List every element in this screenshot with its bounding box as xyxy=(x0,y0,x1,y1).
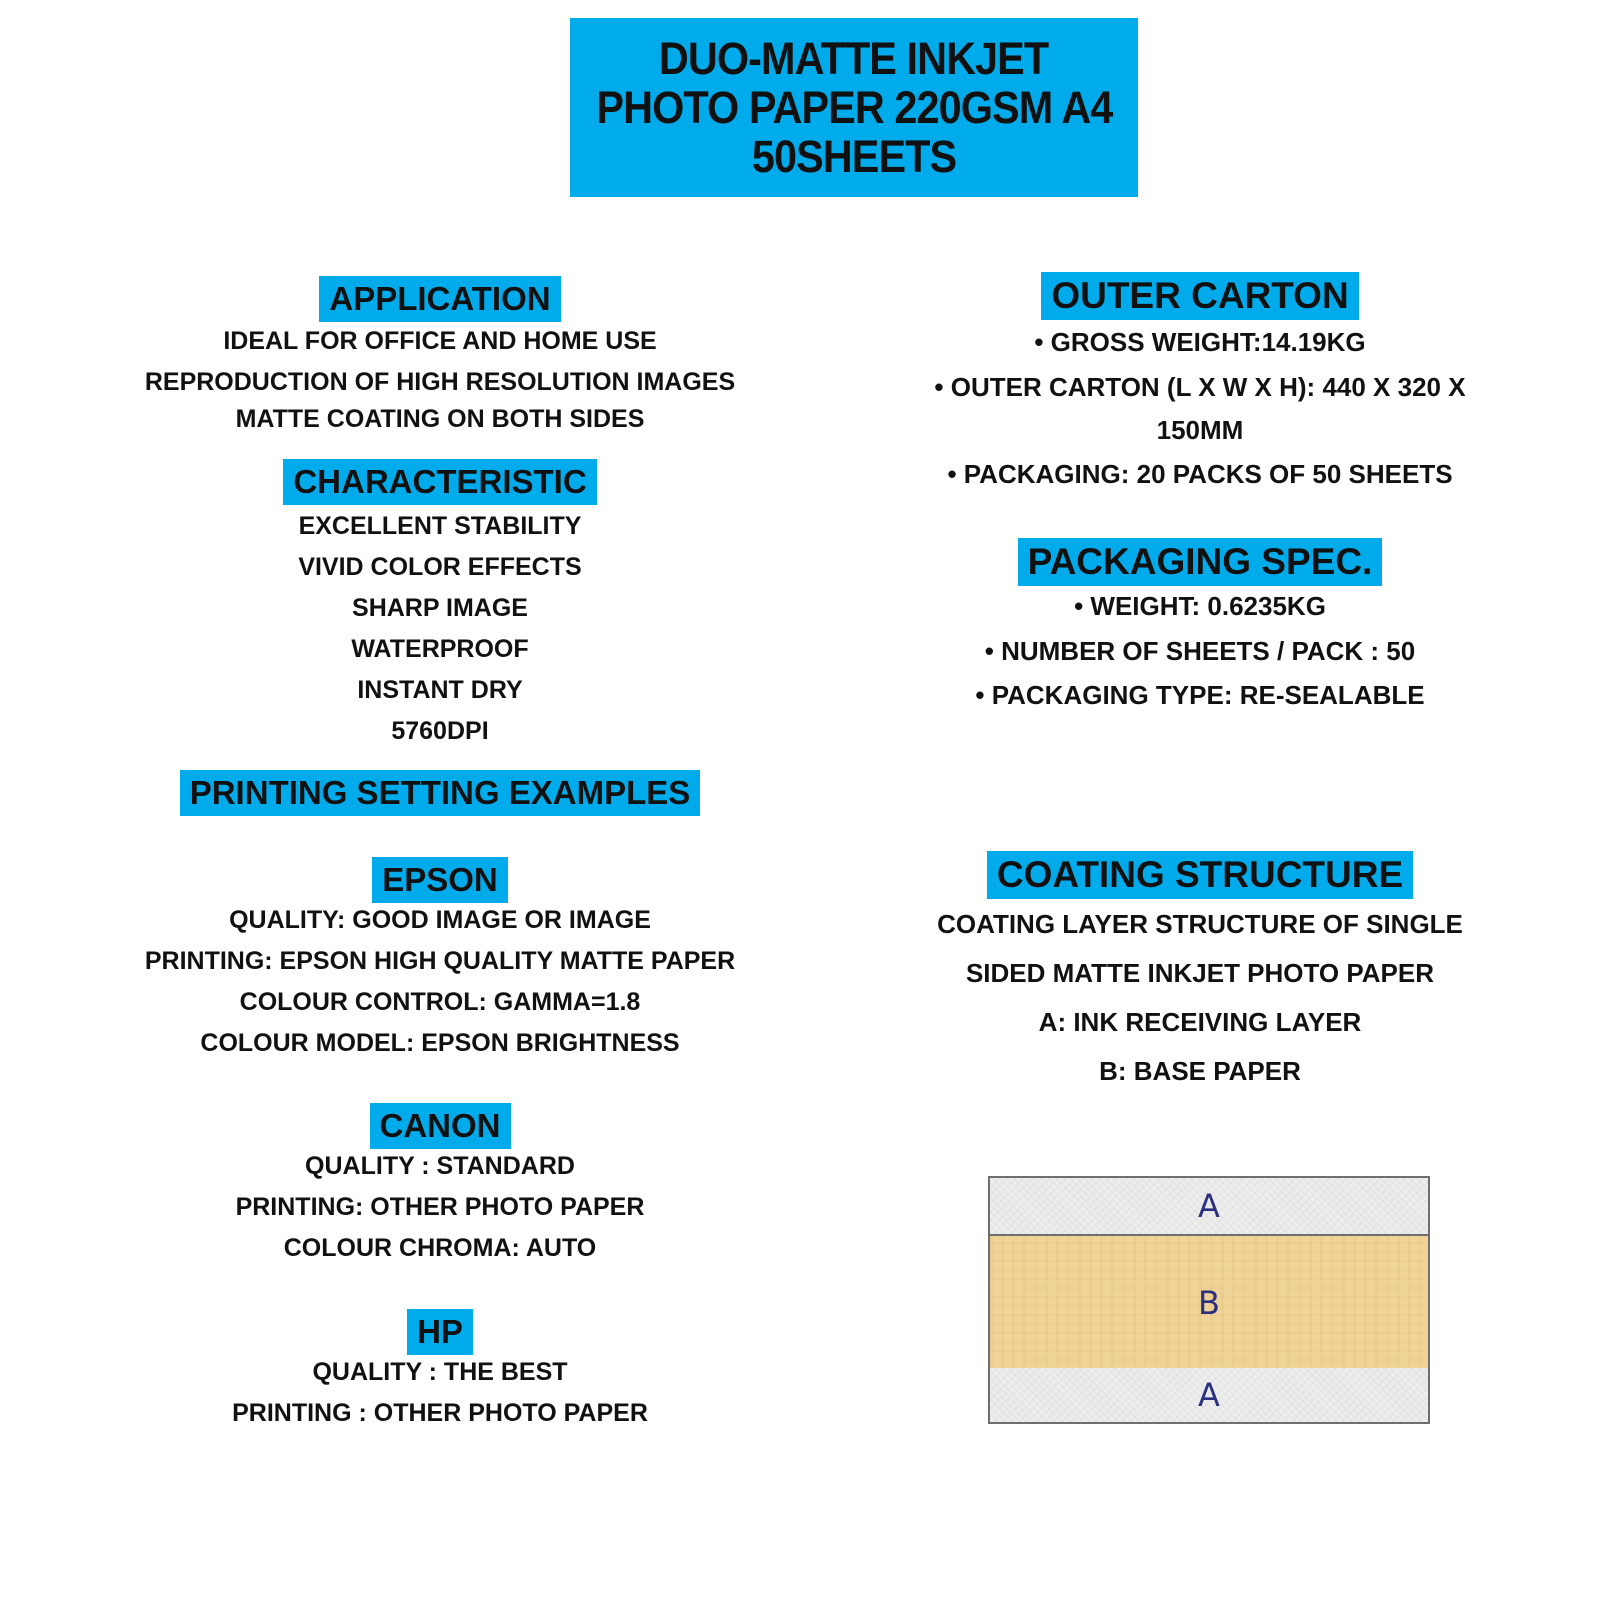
layer-label: B xyxy=(1198,1284,1220,1322)
characteristic-heading: CHARACTERISTIC xyxy=(80,459,800,507)
coating-structure-line: A: INK RECEIVING LAYER xyxy=(1038,1007,1362,1037)
epson-line: QUALITY: GOOD IMAGE OR IMAGE xyxy=(229,906,651,934)
hp-line: QUALITY : THE BEST xyxy=(312,1358,568,1386)
left-column xyxy=(80,0,800,1600)
packaging-spec-line: • NUMBER OF SHEETS / PACK : 50 xyxy=(984,636,1416,666)
hp-heading: HP xyxy=(80,1309,800,1357)
characteristic-line: WATERPROOF xyxy=(351,635,529,663)
application-line: IDEAL FOR OFFICE AND HOME USE xyxy=(223,327,657,355)
title-line: 50SHEETS xyxy=(751,131,957,182)
base-paper-layer xyxy=(990,1234,1428,1372)
hp-line: PRINTING : OTHER PHOTO PAPER xyxy=(232,1399,648,1427)
canon-heading: CANON xyxy=(80,1103,800,1151)
outer-carton-line: 150MM xyxy=(1156,415,1244,445)
epson-heading: EPSON xyxy=(80,857,800,905)
packaging-spec-line: • WEIGHT: 0.6235KG xyxy=(1074,591,1326,621)
application-heading: APPLICATION xyxy=(80,276,800,324)
epson-line: COLOUR MODEL: EPSON BRIGHTNESS xyxy=(200,1029,680,1057)
outer-carton-line: • OUTER CARTON (L X W X H): 440 X 320 X xyxy=(934,372,1466,402)
characteristic-line: EXCELLENT STABILITY xyxy=(298,512,582,540)
canon-line: COLOUR CHROMA: AUTO xyxy=(283,1234,597,1262)
characteristic-line: SHARP IMAGE xyxy=(352,594,528,622)
coating-structure-heading: COATING STRUCTURE xyxy=(890,851,1510,899)
layer-label: A xyxy=(1198,1376,1220,1414)
outer-carton-line: • PACKAGING: 20 PACKS OF 50 SHEETS xyxy=(947,459,1453,489)
characteristic-line: INSTANT DRY xyxy=(357,676,523,704)
ink-receiving-layer-bottom xyxy=(990,1368,1428,1422)
title-line: DUO-MATTE INKJET xyxy=(659,33,1049,84)
packaging-spec-line: • PACKAGING TYPE: RE-SEALABLE xyxy=(975,680,1425,710)
characteristic-line: 5760DPI xyxy=(391,717,489,745)
epson-line: COLOUR CONTROL: GAMMA=1.8 xyxy=(239,988,641,1016)
layer-label: A xyxy=(1198,1187,1220,1225)
characteristic-line: VIVID COLOR EFFECTS xyxy=(298,553,582,581)
application-line: MATTE COATING ON BOTH SIDES xyxy=(235,405,645,433)
printing-settings-heading: PRINTING SETTING EXAMPLES xyxy=(80,770,800,818)
coating-layer-diagram xyxy=(988,1176,1430,1424)
ink-receiving-layer-top xyxy=(990,1178,1428,1234)
outer-carton-heading: OUTER CARTON xyxy=(890,272,1510,320)
packaging-spec-heading: PACKAGING SPEC. xyxy=(890,538,1510,586)
coating-structure-line: COATING LAYER STRUCTURE OF SINGLE xyxy=(937,909,1463,939)
canon-line: PRINTING: OTHER PHOTO PAPER xyxy=(235,1193,645,1221)
title-line: PHOTO PAPER 220GSM A4 xyxy=(596,82,1112,133)
outer-carton-line: • GROSS WEIGHT:14.19KG xyxy=(1034,327,1366,357)
application-line: REPRODUCTION OF HIGH RESOLUTION IMAGES xyxy=(144,368,736,396)
canon-line: QUALITY : STANDARD xyxy=(305,1152,575,1180)
coating-structure-line: B: BASE PAPER xyxy=(1099,1056,1301,1086)
epson-line: PRINTING: EPSON HIGH QUALITY MATTE PAPER xyxy=(144,947,736,975)
coating-structure-line: SIDED MATTE INKJET PHOTO PAPER xyxy=(965,958,1435,988)
